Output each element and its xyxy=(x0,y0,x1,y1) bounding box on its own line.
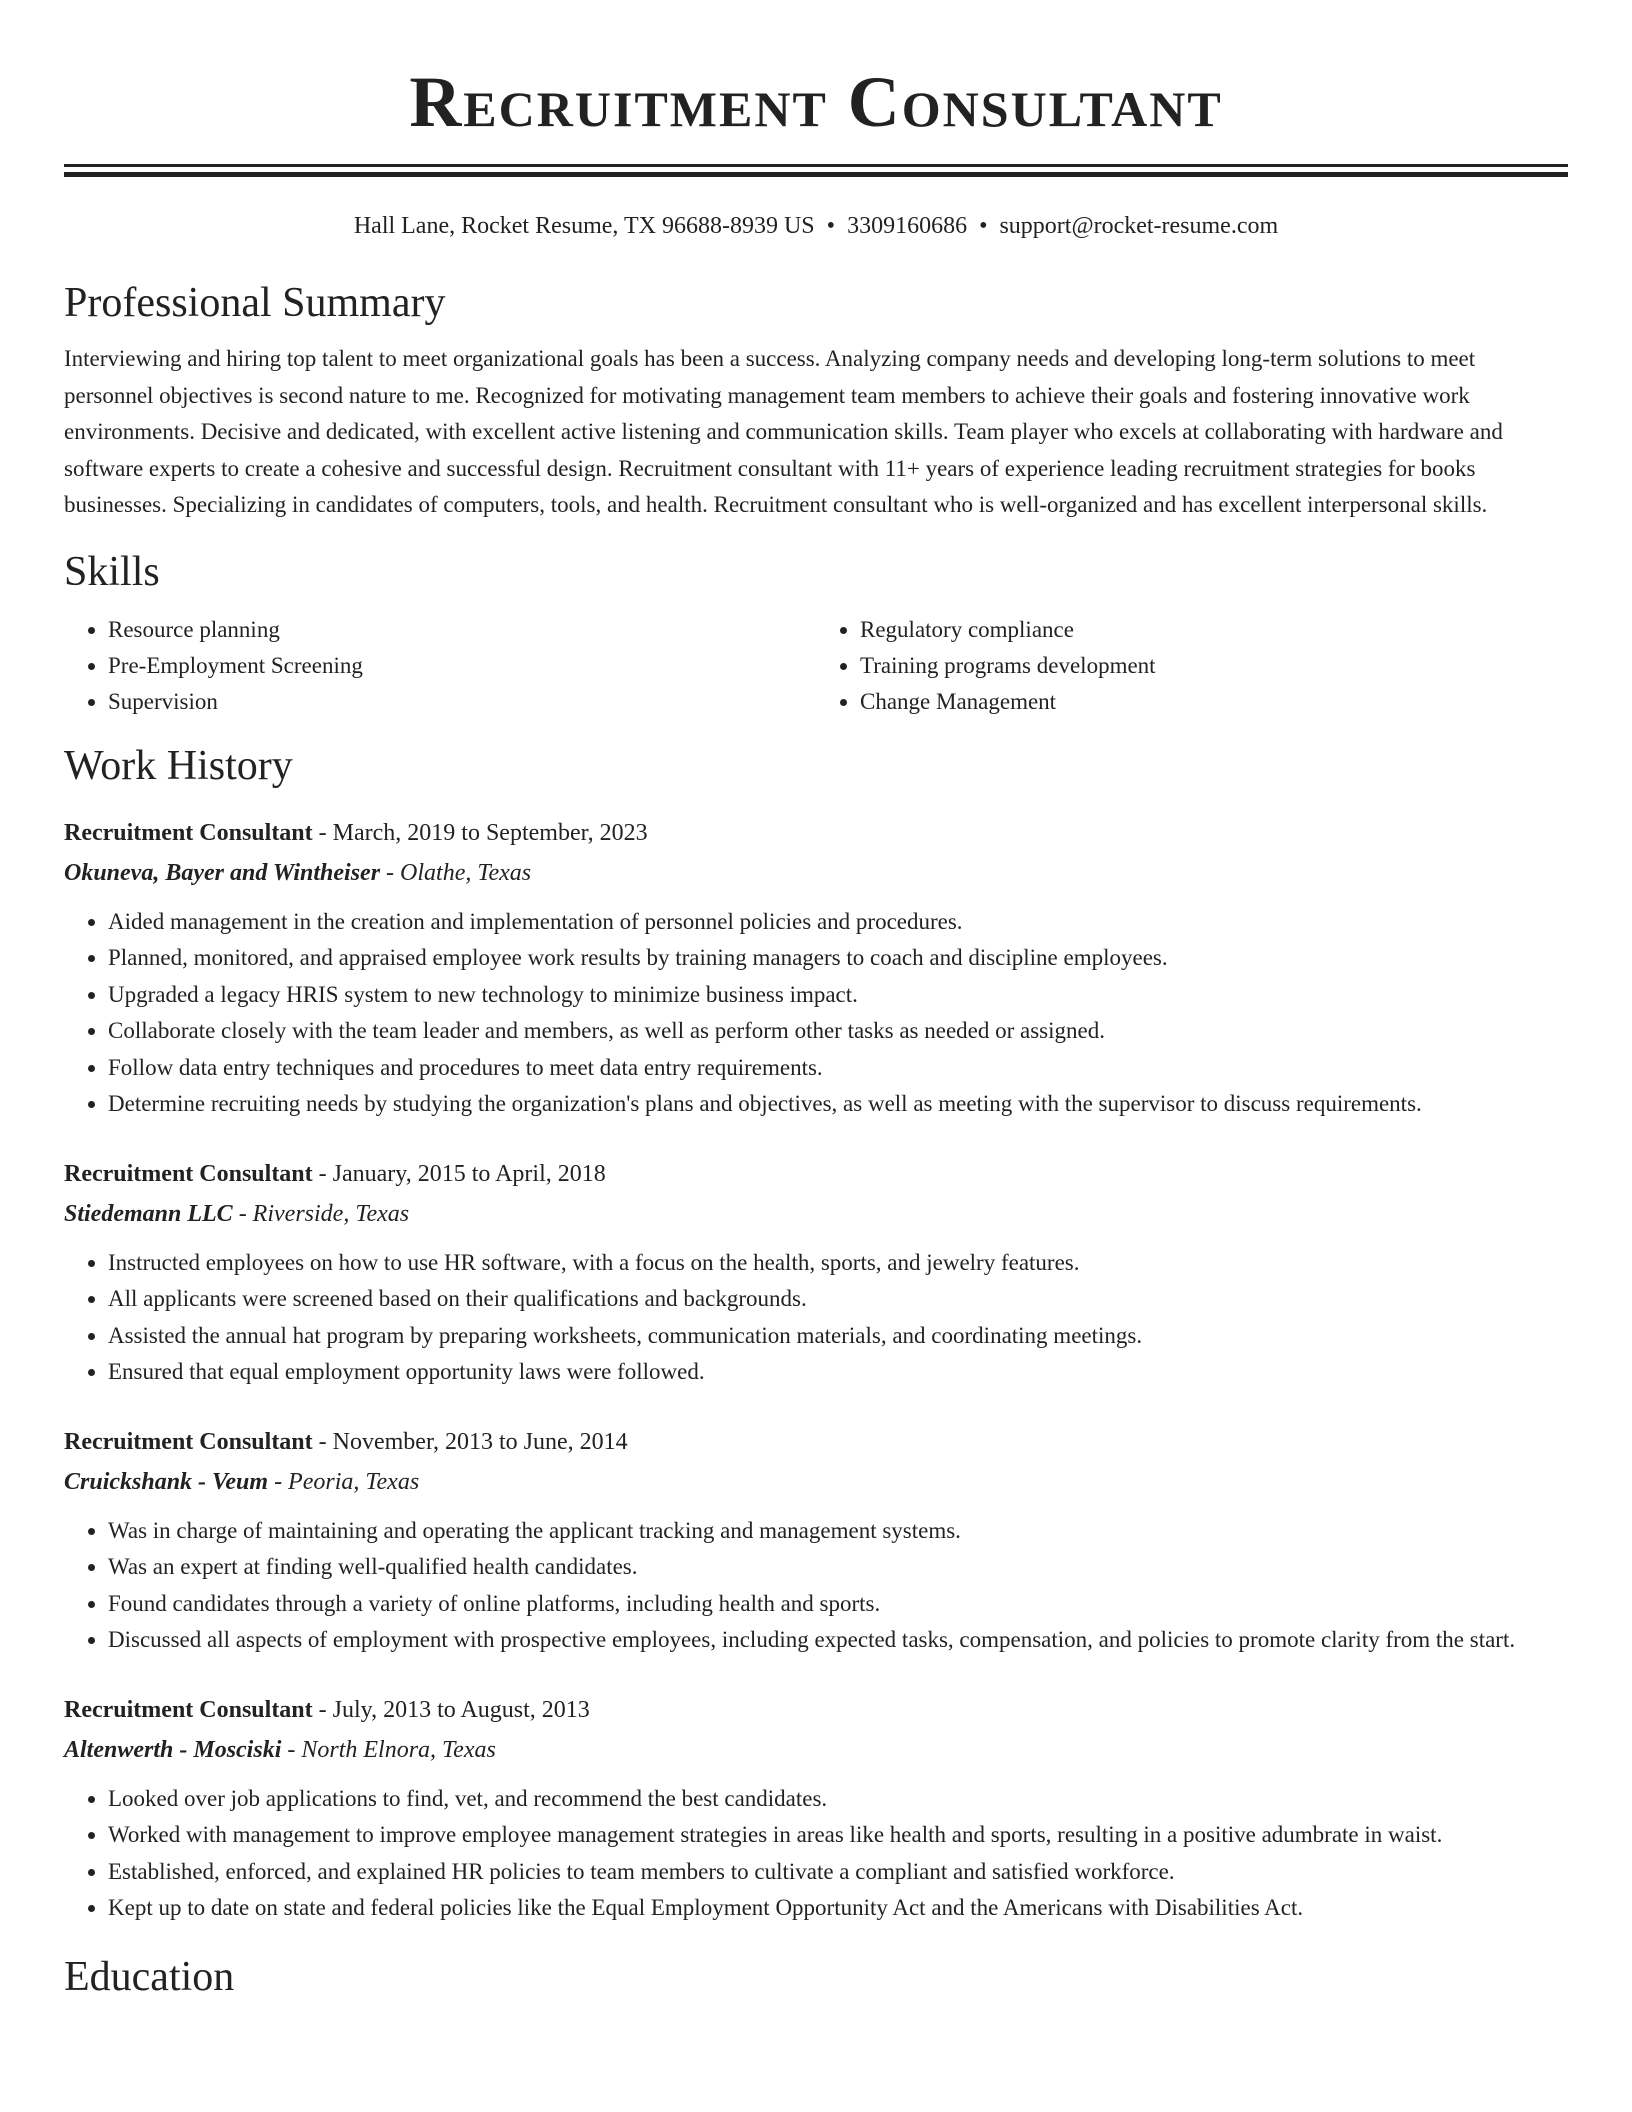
job-bullet: • Kept up to date on state and federal policies like the Equal Employment Opportunity Act and the Americans with Disabilities Act. xyxy=(108,1890,1568,1927)
job-bullet: • Was in charge of maintaining and operating the applicant tracking and management systems. xyxy=(108,1513,1568,1550)
header-rule-bottom xyxy=(64,172,1568,177)
job-bullet: • Determine recruiting needs by studying the organization's plans and objectives, as well as meeting with the supervisor to discuss requirements. xyxy=(108,1086,1568,1123)
header-rule-top xyxy=(64,164,1568,167)
job-bullets xyxy=(64,1781,1568,1927)
skill-item: • Pre-Employment Screening xyxy=(108,648,816,684)
job-bullet: • Was an expert at finding well-qualified health candidates. xyxy=(108,1549,1568,1586)
job-bullet: • Worked with management to improve employee management strategies in areas like health and sports, resulting in a positive adumbrate in waist. xyxy=(108,1817,1568,1854)
company-line xyxy=(64,1465,1568,1499)
job-bullet: • Found candidates through a variety of online platforms, including health and sports. xyxy=(108,1586,1568,1623)
skills-heading: Skills xyxy=(64,548,160,595)
job-dates: - January, 2015 to April, 2018 xyxy=(312,1160,606,1187)
resume-page xyxy=(64,0,1568,2001)
company-location: - North Elnora, Texas xyxy=(281,1736,496,1763)
job-bullets xyxy=(64,1245,1568,1391)
job-dates: - March, 2019 to September, 2023 xyxy=(312,819,648,846)
job-bullet: • Instructed employees on how to use HR software, with a focus on the health, sports, and jewelry features. xyxy=(108,1245,1568,1282)
job-title-line xyxy=(64,1425,1568,1459)
job-bullet: • Aided management in the creation and implementation of personnel policies and procedures. xyxy=(108,904,1568,941)
skills-column-left xyxy=(64,612,816,720)
contact-phone: 3309160686 xyxy=(847,213,968,239)
contact-separator: • xyxy=(826,213,836,239)
resume-name: Recruitment Consultant xyxy=(409,62,1223,142)
company-name: Stiedemann LLC xyxy=(64,1200,233,1227)
work-history-heading: Work History xyxy=(64,742,293,789)
job-title: Recruitment Consultant xyxy=(64,1696,313,1723)
job-entry xyxy=(64,816,1568,1123)
job-bullets xyxy=(64,1513,1568,1659)
job-entry xyxy=(64,1425,1568,1659)
job-bullet: • All applicants were screened based on their qualifications and backgrounds. xyxy=(108,1281,1568,1318)
job-bullet: • Ensured that equal employment opportunity laws were followed. xyxy=(108,1354,1568,1391)
job-title-line xyxy=(64,1693,1568,1727)
skill-item: • Resource planning xyxy=(108,612,816,648)
skill-item: • Supervision xyxy=(108,684,816,720)
education-heading: Education xyxy=(64,1953,235,2000)
job-title: Recruitment Consultant xyxy=(64,1160,313,1187)
company-location: - Riverside, Texas xyxy=(232,1200,410,1227)
company-name: Cruickshank - Veum xyxy=(64,1468,269,1495)
company-line xyxy=(64,1197,1568,1231)
contact-address: Hall Lane, Rocket Resume, TX 96688-8939 US xyxy=(353,213,815,239)
contact-line xyxy=(64,211,1568,241)
skills-column-right xyxy=(816,612,1568,720)
job-bullet: • Planned, monitored, and appraised employee work results by training managers to coach and discipline employees. xyxy=(108,940,1568,977)
job-bullet: • Looked over job applications to find, vet, and recommend the best candidates. xyxy=(108,1781,1568,1818)
job-entry xyxy=(64,1693,1568,1927)
job-title-line xyxy=(64,816,1568,850)
skill-item: • Regulatory compliance xyxy=(860,612,1568,648)
job-bullet: • Upgraded a legacy HRIS system to new technology to minimize business impact. xyxy=(108,977,1568,1014)
job-title: Recruitment Consultant xyxy=(64,1428,313,1455)
job-bullet: • Discussed all aspects of employment with prospective employees, including expected tasks, compensation, and policies to promote clarity from the start. xyxy=(108,1622,1568,1659)
company-name: Okuneva, Bayer and Wintheiser xyxy=(64,859,381,886)
job-title-line xyxy=(64,1157,1568,1191)
summary-text: Interviewing and hiring top talent to meet organizational goals has been a success. Analyzing company needs and developing long-term solutions to meet personnel objectives is second nature to me. Recognized for motivating management team members to achieve their goals and fostering innovative work environments. Decisive and dedicated, with excellent active listening and communication skills. Team player who excels at collaborating with hardware and software experts to create a cohesive and successful design. Recruitment consultant with 11+ years of experience leading recruitment strategies for books businesses. Specializing in candidates of computers, tools, and health. Recruitment consultant who is well-organized and has excellent interpersonal skills. xyxy=(64,346,1503,517)
skills-list xyxy=(64,612,1568,720)
contact-separator: • xyxy=(979,213,988,239)
skill-item: • Change Management xyxy=(860,684,1568,720)
contact-email: support@rocket-resume.com xyxy=(999,213,1279,239)
job-dates: - November, 2013 to June, 2014 xyxy=(312,1428,628,1455)
company-location: - Olathe, Texas xyxy=(380,859,532,886)
job-bullets xyxy=(64,904,1568,1123)
job-bullet: • Established, enforced, and explained HR policies to team members to cultivate a compliant and satisfied workforce. xyxy=(108,1854,1568,1891)
skill-item: • Training programs development xyxy=(860,648,1568,684)
company-name: Altenwerth - Mosciski xyxy=(64,1736,282,1763)
job-entry xyxy=(64,1157,1568,1391)
job-bullet: • Assisted the annual hat program by preparing worksheets, communication materials, and coordinating meetings. xyxy=(108,1318,1568,1355)
company-line xyxy=(64,856,1568,890)
job-title: Recruitment Consultant xyxy=(64,819,313,846)
job-bullet: • Follow data entry techniques and procedures to meet data entry requirements. xyxy=(108,1050,1568,1087)
job-bullet: • Collaborate closely with the team leader and members, as well as perform other tasks as needed or assigned. xyxy=(108,1013,1568,1050)
job-dates: - July, 2013 to August, 2013 xyxy=(312,1696,590,1723)
company-location: - Peoria, Texas xyxy=(268,1468,420,1495)
company-line xyxy=(64,1733,1568,1767)
summary-heading: Professional Summary xyxy=(64,280,446,326)
